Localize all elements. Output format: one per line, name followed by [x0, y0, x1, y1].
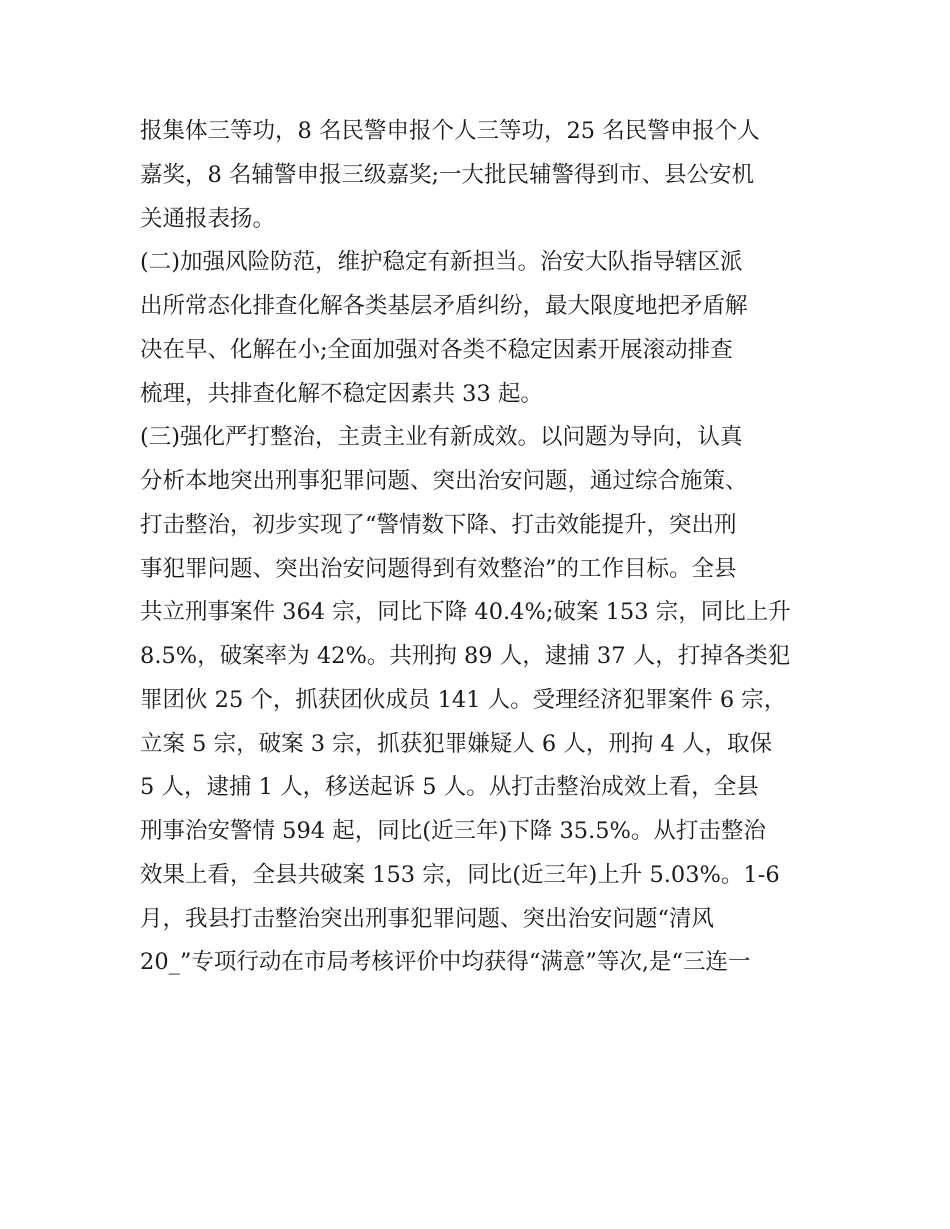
- text-line: 共立刑事案件 364 宗，同比下降 40.4%;破案 153 宗，同比上升: [140, 599, 791, 626]
- text-line: (三)强化严打整治，主责主业有新成效。以问题为导向，认真: [140, 424, 743, 451]
- text-line: 关通报表扬。: [140, 205, 276, 232]
- text-line: 效果上看，全县共破案 153 宗，同比(近三年)上升 5.03%。1-6: [140, 861, 780, 888]
- text-line: 分析本地突出刑事犯罪问题、突出治安问题，通过综合施策、: [140, 468, 748, 494]
- text-line: 打击整治，初步实现了“警情数下降、打击效能提升，突出刑: [140, 511, 737, 538]
- text-line: 事犯罪问题、突出治安问题得到有效整治”的工作目标。全县: [140, 555, 737, 582]
- text-line: 嘉奖，8 名辅警申报三级嘉奖;一大批民辅警得到市、县公安机: [140, 161, 755, 188]
- text-line: 决在早、化解在小;全面加强对各类不稳定因素开展滚动排查: [140, 336, 733, 363]
- text-line: (二)加强风险防范，维护稳定有新担当。治安大队指导辖区派: [140, 249, 743, 276]
- text-line: 报集体三等功，8 名民警申报个人三等功，25 名民警申报个人: [140, 118, 760, 144]
- text-line: 罪团伙 25 个，抓获团伙成员 141 人。受理经济犯罪案件 6 宗，: [140, 686, 787, 713]
- text-line: 刑事治安警情 594 起，同比(近三年)下降 35.5%。从打击整治: [140, 818, 766, 844]
- text-line: 立案 5 宗，破案 3 宗，抓获犯罪嫌疑人 6 人，刑拘 4 人，取保: [140, 730, 772, 757]
- body-text: [140, 110, 820, 985]
- text-line: 出所常态化排查化解各类基层矛盾纠纷，最大限度地把矛盾解: [140, 293, 748, 319]
- text-line: 20_”专项行动在市局考核评价中均获得“满意”等次,是“三连一: [140, 949, 751, 976]
- text-line: 8.5%，破案率为 42%。共刑拘 89 人，逮捕 37 人，打掉各类犯: [140, 643, 791, 669]
- text-line: 梳理，共排查化解不稳定因素共 33 起。: [140, 380, 543, 407]
- text-line: 5 人，逮捕 1 人，移送起诉 5 人。从打击整治成效上看，全县: [140, 774, 759, 801]
- text-line: 月，我县打击整治突出刑事犯罪问题、突出治安问题“清风: [140, 905, 715, 932]
